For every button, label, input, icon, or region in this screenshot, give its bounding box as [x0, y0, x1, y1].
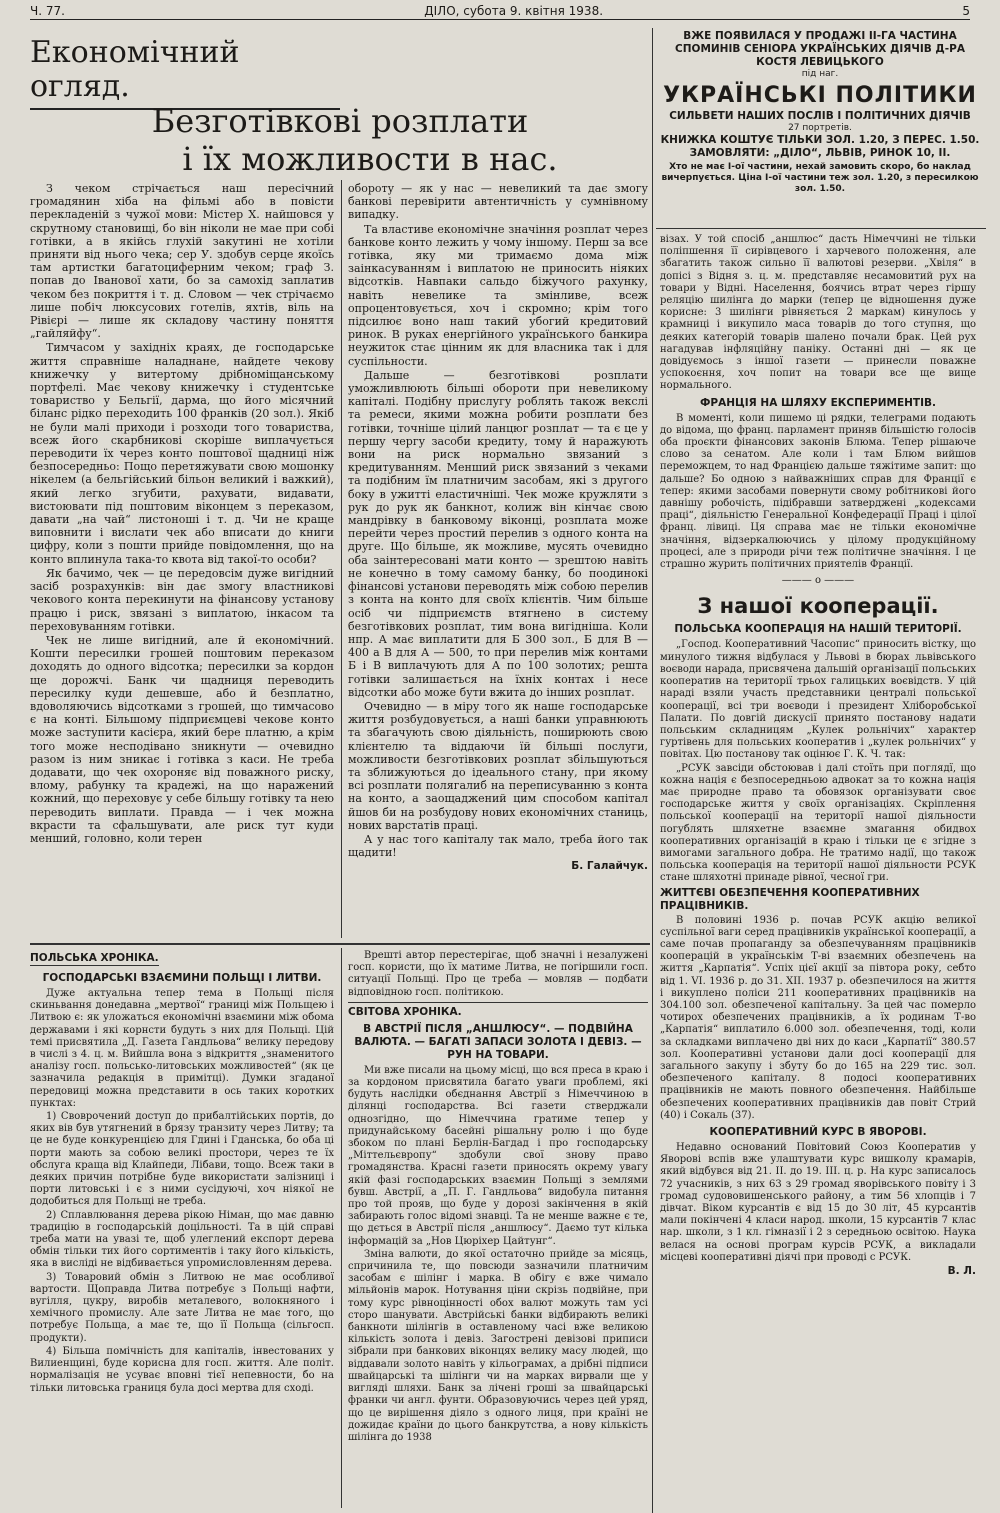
ad-price-order: КНИЖКА КОШТУЄ ТІЛЬКИ ЗОЛ. 1.20, З ПЕРЕС. 1.50. ЗАМОВЛЯТИ: „ДІЛО“, ЛЬВІВ, РИНОК 10, ІІ.: [660, 134, 980, 159]
ad-book-description: СИЛЬВЕТИ НАШИХ ПОСЛІВ І ПОЛІТИЧНИХ ДІЯЧІВ: [669, 110, 971, 122]
article-title: [30, 102, 650, 178]
article-paragraph: А у нас того капіталу так мало, треба його так щадити!: [348, 832, 648, 860]
aushluss-continuation: візах. У той спосіб „аншлюс“ дасть Німеччині не тільки поліпшення її сирівцевого і харчевого положення, але збагатить також сильно її валютові резерви. „Хвіля“ в допісі з Відня з. ц. м. представляє несамовитий рух на товари у Відні. Населення, боячись втрат через гіршу реляцію шилінга до марки (тепер це відношення дуже корисне: 3 шилінги рівняється 2 маркам) кинулось у крамниці і викупило маса товарів до того ступня, що деяких категорій товарів шалено почали брак. Цей рух нагадував інфляційну паніку. Останні дні — як це довідуємось з іншої газети — принесли поважне успокоєння, хоч попит на товари все ще вище нормального.: [660, 234, 976, 392]
chronicle-divider: [348, 1002, 648, 1003]
article-paragraph: Очевидно — в міру того як наше господарське життя розбудовується, а наші банки управнюють та збагачують свою діяльність, поширюють свою клієнтелю та віддаючи їй більші послуги, можливости безготівкових розплат збільшуються та зближуються до ідеального стану, при якому всі розплати полягалиб на переписуванню з конта на конто, а заощаджений цим способом капітал йшов би на розбудову нових економічних станиць, нових варстатів праці.: [348, 699, 648, 832]
polish-coop-heading: ПОЛЬСЬКА КООПЕРАЦІЯ НА НАШІЙ ТЕРИТОРІЇ.: [674, 623, 962, 636]
column-rule-article: [341, 180, 342, 938]
ad-book-title: УКРАЇНСЬКІ ПОЛІТИКИ: [663, 83, 977, 108]
article-paragraph: Та властиве економічне значіння розплат через банкове конто лежить у чому іншому. Перш за все готівка, яку ми тримаємо дома між заінкасуванням і виплатою не приносить ніяких відсотків. Навпаки сальдо біжучого рахунку, навіть невелике та змінливе, всеж опроцентовується, хоч і скромно; крім того підсилює воно наш такий убогий кредитовий ринок. В руках енергійного українського банкира неужиток стає цінним як для власника так і для суспільности.: [348, 222, 648, 368]
chronicle-paragraph: 1) Своврочений доступ до прибалтійських портів, до яких вів був утягнений в брязу транзиту через Литву; та це не буде конкуренцією для Гдині і Гданська, бо оба ці порти мають за собою великі простори, через те їх обслуга краща від Клайпеди, Лібави, тощо. Всеж таки в деяких причин потрібне буде використати залізниці і порти литовські і є з ними сусідуючі, хоч ніякої не додобиться для Польщі не треба.: [30, 1111, 334, 1208]
ad-first-part-note: Хто не має І-ої частини, нехай замовить скоро, бо наклад вичерпується. Ціна І-ої частини теж зол. 1.20, з пересилкою зол. 1.50.: [661, 162, 979, 194]
polish-coop-text: „Господ. Кооперативний Часопис“ приносить вістку, що минулого тижня відбулася у Львові в бюрах львівського воєводи нарада, присвячена дальшій організації польських кооператив на території трьох галицьких воєвідств. У цій нараді взяли участь представники централі польської кооперації, всі три воєводи і президент Хліборобської Палати. По довгій дискусії принято постанову надати польським складницям „Кулек рольнічих“ характер гуртівень для польських кооператив і „кулек рольнічих“ у повітах. Цю постанову так оцінює Г. К. Ч. так:: [660, 639, 976, 761]
polish-chronicle-heading: ПОЛЬСЬКА ХРОНІКА.: [30, 952, 159, 964]
advertisement-box: [660, 30, 980, 226]
insurance-text: В половині 1936 р. почав РСУК акцію великої суспільної ваги серед працівників української кооперації, а саме почав пропаганду за обезпечуванням працівників кооперацій в українськім Т-ві взаємних обезпечень на життя „Карпатія“. Успіх цієї акції за півтора року, себто від 1. VI. 1936 р. до 31. XII. 1937 р. обезпечилося на життя і викуплено поліси 211 кооперативних працівників на 304.100 зол. обезпеченої капітальну. За цей час померло чотирох обезпечених працівників, а їх родинам Т-во „Карпатія“ виплатило 6.000 зол. обезпечення, тоді, коли за складками виплачено дві них до каси „Карпатії“ 380.57 зол. Кооперативні установи дали досі кооперації для загального закупу і збуту бо до 165 на 229 тис. зол. обезпеченого капіталу. 8 подосі кооперативних працівників не мають повного обезпечення. Найбільше обезпечених кооперативних працівників дав повіт Стрий (40) і Сокаль (37).: [660, 914, 976, 1121]
article-title-line-1: Безготівкові розплати: [151, 102, 529, 140]
chronicle-paragraph: 2) Сплавлювання дерева рікою Німан, що має давню традицію в господарській доцільності. Та в цій справі треба мати на увазі те, щоб улеглений експорт дерева обмін тільки тих його сортиментів і таку його кількість, яка в висліді не відбивається упромисловленням дерева.: [30, 1209, 334, 1270]
france-text: В моменті, коли пишемо ці рядки, телеграми подають до відома, що франц. парламент приняв більшістю голосів оба проєкти фінансових законів Блюма. Тепер рішаюче слово за сенатом. Але коли і там Блюм вийшов переможцем, то над Францією дальше тяжітиме запит: що дальше? Бо одною з найважніших справ для Франції є тепер: якими засобами повернути свому робітникові його давнішу робочість, підібравши затверджені „кодексами праці“, діяльністю Генеральної Конфедерації Праці і цілої франц. лівиці. Ця справа має не тільки економічне значіння, відзеркалюючись у цілому продукційному процесі, але з природи річи теж політичне значіння. І це страшно журить політичних приятелів Франції.: [660, 412, 976, 571]
polish-chronicle-column: [30, 950, 334, 1506]
ad-portraits: 27 портретів.: [788, 123, 852, 133]
article-paragraph: З чеком стрічається наш пересічний громадянин хіба на фільмі або в повісти перекладеній з чужої мови: Містер Х. найшовся у скрутному становищі, бо він ніколи не мае при собі готівки, а в якійсь глухій закутині не хотіли приняти від нього чека; сер У. здобув серце якоїсь там артистки багатоциферним чеком; граф З. попав до Іванової хати, бо за самохід заплатив чеком без покриття і т. д. Словом — чек стрічаємо лише побіч люксусових готелів, яхтів, віль на Рівієрі — лише як складову частину поняття „гайляйфу“.: [30, 182, 334, 341]
yavoriv-course-text: Недавно оснований Повітовий Союз Кооператив у Яворові вспів вже улаштувати курс вишколу крамарів, який відбувся від 21. II. до 19. III. ц. р. На курс записалось 72 учасників, з них 63 з 29 громад яворівського повіту і 3 громад судововишенського району, а тим 56 хлопців і 7 дівчат. Віком курсантів є від 15 до 30 літ, 45 курсантів мали покінчені 4 класи народ. школи, 15 курсантів 7 клас нар. школи, з 1 кл. гімназії і 2 з середньою освітою. Наука велася на основі програм курсів РСУК, а викладали місцеві кооперативні діячі при проводі с РСУК.: [660, 1142, 976, 1263]
divider-ornament: ——— o ———: [781, 575, 855, 587]
page-number: 5: [962, 4, 970, 18]
column-rule-bottom: [341, 948, 342, 1508]
article-bottom-rule: [30, 943, 650, 945]
austria-heading: В АВСТРІЇ ПІСЛЯ „АНШЛЮСУ“. — ПОДВІЙНА ВАЛЮТА. — БАГАТІ ЗАПАСИ ЗОЛОТА І ДЕВІЗ. — РУН НА ТОВАРИ.: [354, 1022, 642, 1061]
ad-announcement: ВЖЕ ПОЯВИЛАСЯ У ПРОДАЖІ ІІ-ГА ЧАСТИНА СПОМИНІВ СЕНІОРА УКРАЇНСЬКИХ ДІЯЧІВ Д-РА КОСТЯ ЛЕВИЦЬКОГО: [675, 30, 965, 68]
ad-bottom-rule: [656, 228, 986, 229]
chronicle-paragraph: 3) Товаровий обмін з Литвою не має особливої вартости. Щоправда Литва потребує з Польщі нафти, вугілля, цукру, виробів металевого, волокняного і хемічного промислу. Але зате Литва не має того, що потребує Польща, а має те, що її Польща (сільгосп. продукти).: [30, 1271, 334, 1344]
chronicle-paragraph: Зміна валюти, до якої остаточно прийде за місяць, спричинила те, що повсюди зазначили платничим засобам є шілінг і марка. В обігу є вже чимало мільйонів марок. Нотування ціни скрізь подвійне, при тому курс рівноцінності обох валют можуть там усі сторо шанувати. Австрійські банки відбирають великі банкноти шілінгів в оставленому часі вже великою кількість золота і девіз. Загострені девізові приписи зібрали при банкових віконцях велику масу людей, що віддавали золото навіть у кільограмах, а дрібні підписи швайцарські та шілінги чи на марках вирвали ще у вигляді шляхи. Банк за лічені гроші за швайцарські франки чи англ. фунти. Образовуючись через цей уряд, що це вирішення діяло з одного лиця, при країні не дожидає країни до цього банкрутства, а нову кількість шілінга до 1938: [348, 1248, 648, 1443]
coop-signature: В. Л.: [947, 1265, 976, 1278]
article-signature: Б. Галайчук.: [571, 860, 648, 873]
article-column-2: [348, 182, 648, 938]
section-title: Економічний огляд.: [30, 36, 340, 110]
article-title-line-2: і їх можливости в нас.: [182, 140, 558, 178]
rsuk-quote: „РСУК завсіди обстоював і далі стоїть при поглядї, що кожна нація є безпосередньою адвокат за то кожна нація має природне право та обовязок організувати своє господарське життя у своїх організаціях. Скріплення польської кооперації на території нашої діяльности погублять шляхетне взаємне змагання обидвох кооперативних організацій в краю і тільки це є згідне з вимогами загального добра. Не тратимо надії, що також польська кооперація на території нашої діяльности РСУК стане шляхотні принаде рівної, чесної гри.: [660, 762, 976, 884]
chronicle-paragraph: Ми вже писали на цьому місці, що вся преса в краю і за кордоном присвятила багато уваги проблемі, які будуть наслідки обєднання Австрії з Німеччиною в ділянці господарства. Всі газети стверджали однозгідно, що Німеччина гратиме тепер у придунайському басейні рішальну ролю і що буде збоком по плані Берлін-Багдад і про господарську „Міттельєвропу“ здобули свої знову право громадянства. Красні газети приносять окрему увагу якій фазі господарських взаємин Польщі з землями бувш. Австрії, а „П. Г. Гандльова“ видобула питання про той прояв, що буде у дорозі закінчення в якій забирають голос відомі знавці. Та не менше важне є те, що дється в Австрії після „аншлюсу“. Даємо тут кілька інформацій за „Нов Цюріхер Цайтунг“.: [348, 1064, 648, 1247]
issue-number: Ч. 77.: [30, 4, 65, 18]
chronicle-continuation: Врешті автор перестерігає, щоб значні і незалужені госп. користи, що їх матиме Литва, не погіршили госп. ситуації Польщі. Про це треба — мовляв — подбати відповідною госп. політикою.: [348, 950, 648, 998]
chronicle-paragraph: Дуже актуальна тепер тема в Польщі після скиньвання донедавна „мертвої“ границі між Польщею і Литвою є: як уложаться економічні взаємини між обома державами і які корнсти будуть з них для Польщі. Цій темі присвятила „Д. Газета Гандльова“ велику передову в числі з 4. ц. м. Вийшла вона з відкриття „знаменитого аналізу госп. польсько-литовських можливостей“ (як це зазначила редакція в примітці). Думки згаданої передовиці можна представити в ось таких коротких пунктах:: [30, 988, 334, 1109]
ad-subtitle: під наг.: [801, 69, 839, 79]
article-column-1: [30, 182, 334, 938]
world-chronicle-column: [348, 950, 648, 1506]
article-paragraph: Дальше — безготівкові розплати уможливлюють більші обороти при невеликому капіталі. Подібну прислугу роблять також векслі та ремеси, якими можна робити розплати без готівки, точніше цілий ланцюг розплат — та є це у першу чергу засоби кредиту, тому й наражують вони на риск нормально звязаний з кредитуванням. Менший риск звязаний з чеками та подібним їм платничим засобам, які з другого боку в ужитті еластичніші. Чек може кружляти з рук до рук як банкнот, колиж він кінчає свою мандрівку в банковому віконці, розплата може перейти через простий перелив з одного конта на друге. Що більше, як можливе, мусять очевидно оба заінтересовані мати конто — зрештою навіть не конечно в тому самому банку, бо поодинокі фінансові установи переводять між собою перелив з конта на конто для своїх клієнтів. Чим більше осіб чи підприємств втягнено в систему безготівкових розплат, тим вона вигідніша. Коли нпр. А має виплатити для Б 300 зол., Б для В — 400 а В для А — 500, то при перелив між контами Б і В виплачують для А по 100 золотих; решта готівки залишається на їхніх контах і несе відсотки або може бути вжита до інших розплат.: [348, 368, 648, 699]
masthead-date: ДІЛО, субота 9. квітня 1938.: [424, 4, 604, 18]
cooperation-heading: З нашої кооперації.: [697, 594, 939, 619]
poland-lithuania-heading: ГОСПОДАРСЬКІ ВЗАЄМИНИ ПОЛЬЩІ І ЛИТВИ.: [42, 972, 322, 984]
column-rule-right: [652, 28, 653, 1513]
article-paragraph: Як бачимо, чек — це передовсім дуже вигідний засіб розрахунків: він дає змогу властникові чекового конта перекинути на фінансову установу працю і риск, звязані з виплатою, інкасом та переховуванням готівки.: [30, 566, 334, 633]
insurance-heading: ЖИТТЄВІ ОБЕЗПЕЧЕННЯ КООПЕРАТИВНИХ ПРАЦІВНИКІВ.: [660, 886, 920, 912]
right-column: [660, 234, 976, 1506]
france-heading: ФРАНЦІЯ НА ШЛЯХУ ЕКСПЕРИМЕНТІВ.: [700, 396, 936, 409]
article-paragraph: обороту — як у нас — невеликий та дає змогу банкові перевірити автентичність у сумнівному випадку.: [348, 182, 648, 222]
chronicle-paragraph: 4) Більша помічність для капіталів, інвестованих у Вилиенщині, буде корисна для госп. життя. Але політ. нормалізація не усуває вповні тієї непевности, бо на тільки литовська границя була досі мертва для сході.: [30, 1345, 334, 1394]
world-chronicle-heading: СВІТОВА ХРОНІКА.: [348, 1005, 462, 1018]
article-paragraph: Тимчасом у західніх краях, де господарське життя справніше наладнане, найдете чекову книжечку у витертому дрібноміщанському портфелі. Має чекову книжечку і студентське товариство у Бельгії, дарма, що його місячний біланс рідко переходить 100 франків (20 зол.). Якіб не були малі приходи і розходи того товариства, всеж його скарбникові скоріше виплачується переводити їх через конто поштової щадниці ніж безпосередньо: Пощо перетяжувати свою мошонку нікелем (а бельгійський більон великий і важкий), який легко згубити, рахувати, видавати, вистоювати під поштовим віконцем з переказом, давати „на чай“ листоноші і т. д. Чи не краще виповнити і вислати чек або вписати до книги цифру, коли з пошти прийде повідомлення, що на конто вплинула така-то квота від такої-то особи?: [30, 341, 334, 566]
article-paragraph: Чек не лише вигідний, але й економічний. Кошти пересилки грошей поштовим переказом доходять до одного відсотка; пересилки за кордон ще дорожчі. Банк чи щадниця переводить пересилку куди дешевше, або й безплатно, вдоволяючись відсотками з грошей, що тимчасово є на конті. Більшому підприємцеві чекове конто може заступити касієра, який бере платню, а крім того може несподівано зникнути — очевидно разом із ним зникає і готівка з каси. Не треба додавати, що чек охороняє від поважного риску, влому, рабунку та крадежі, на що наражений кожний, що переховує у себе більшу готівку та нею переводить виплати. Правда — і чек можна вкрасти та сфальшувати, але риск тут куди менший, головно, коли терен: [30, 633, 334, 845]
page-header: [30, 4, 970, 20]
yavoriv-course-heading: КООПЕРАТИВНИЙ КУРС В ЯВОРОВІ.: [709, 1126, 927, 1138]
